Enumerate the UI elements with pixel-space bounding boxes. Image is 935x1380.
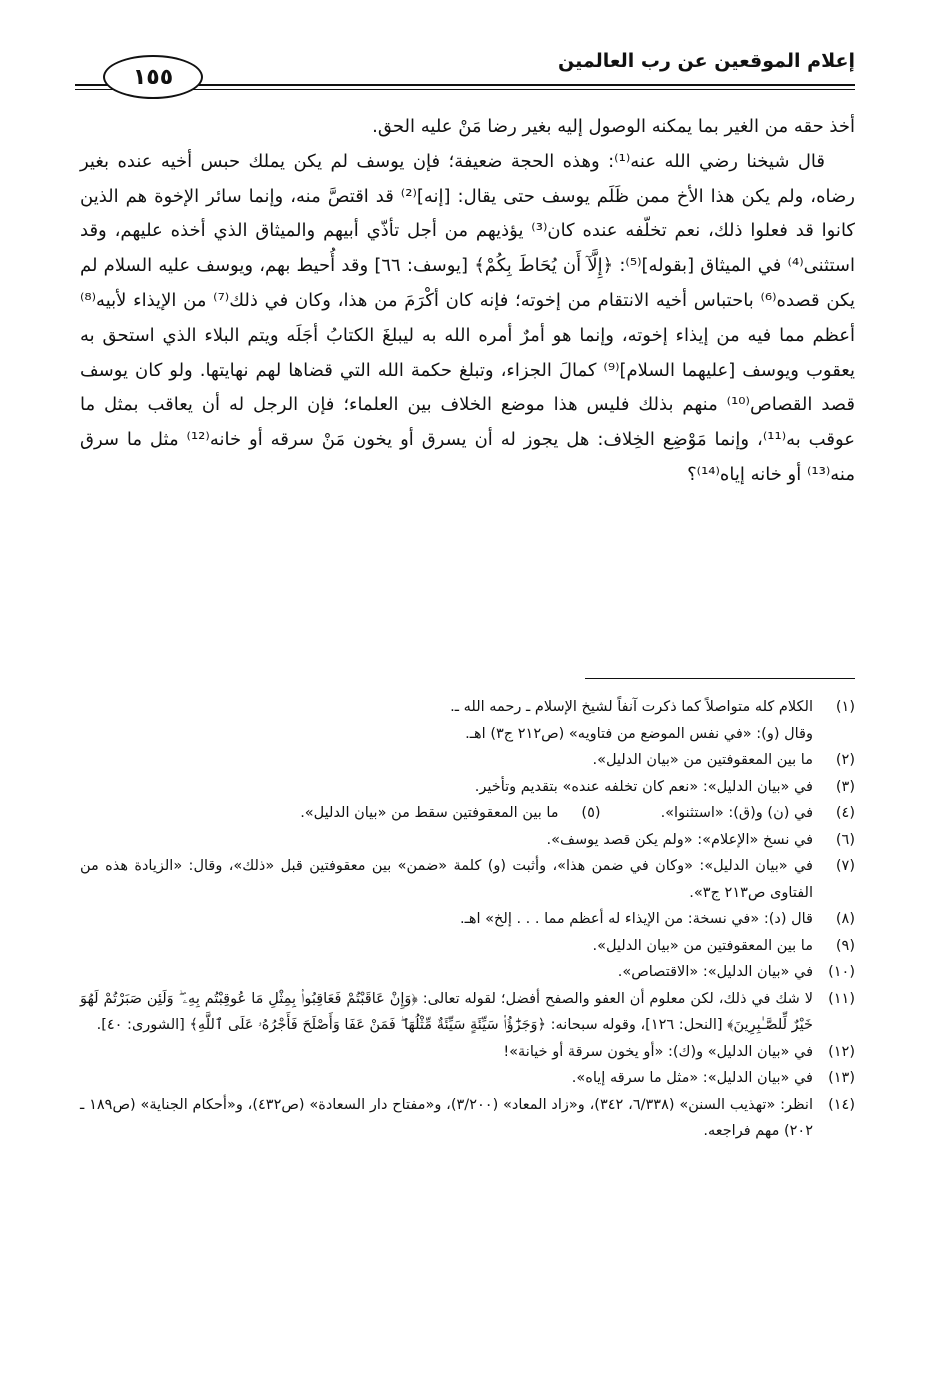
footnotes (80, 694, 855, 1145)
footnote-text: ما بين المعقوفتين سقط من «بيان الدليل». (300, 805, 559, 821)
footnote-text: في نسخ «الإعلام»: «ولم يكن قصد يوسف». (546, 831, 813, 848)
footnote-number: (٤) (835, 805, 855, 821)
footnote-13 (80, 1065, 855, 1092)
footnote-text: في «بيان الدليل» و(ك): «أو يخون سرقة أو خيانة»! (503, 1043, 813, 1060)
footnote-text: في «بيان الدليل»: «وكان في ضمن هذا»، وأثبت (و) كلمة «ضمن» بين معقوفتين قبل «ذلك»، وقال: «الزيادة هذه من الفتاوى ص٢١٣ ج٣». (80, 858, 813, 901)
footnote-text: ما بين المعقوفتين من «بيان الدليل». (592, 752, 813, 768)
footnote-number: (٦) (835, 831, 855, 848)
footnote-12 (80, 1039, 855, 1066)
footnote-number: (١٠) (828, 964, 855, 980)
footnote-4 (661, 800, 855, 827)
footnote-4-5 (80, 800, 855, 827)
footnote-text: في «بيان الدليل»: «مثل ما سرقه إياه». (571, 1070, 813, 1086)
paragraph-1: أخذ حقه من الغير بما يمكنه الوصول إليه بغير رضا مَنْ عليه الحق. (372, 116, 855, 137)
footnote-5 (300, 800, 600, 827)
page-number-badge (103, 55, 203, 99)
footnote-14 (80, 1092, 855, 1145)
footnote-1 (80, 694, 855, 721)
footnote-number: (١١) (828, 990, 855, 1007)
footnote-text: في (ن) و(ق): «استثنوا». (660, 805, 813, 821)
footnote-number: (١٣) (828, 1070, 855, 1086)
footnote-7 (80, 853, 855, 906)
footnote-text: في «بيان الدليل»: «نعم كان تخلفه عنده» بتقديم وتأخير. (474, 778, 813, 795)
footnote-separator (585, 678, 855, 679)
footnote-text: لا شك في ذلك، لكن معلوم أن العفو والصفح أفضل؛ لقوله تعالى: ﴿وَإِنْ عَاقَبْتُمْ فَعَاقِبُوا۟ بِمِثْلِ مَا عُوقِبْتُم بِهِۦ ۖ وَلَئِن صَبَرْتُمْ لَهُوَ خَيْرٌ لِّلصَّـٰبِرِينَ﴾ [النحل: ١٢٦]، وقوله سبحانه: ﴿وَجَزَٰٓؤُا۟ سَيِّئَةٍ سَيِّئَةٌ مِّثْلُهَا ۖ فَمَنْ عَفَا وَأَصْلَحَ فَأَجْرُهُۥ عَلَى ٱللَّهِ﴾ [الشورى: ٤٠]. (80, 990, 813, 1033)
footnote-text: انظر: «تهذيب السنن» (٦/٣٣٨، ٣٤٢)، و«زاد المعاد» (٣/٢٠٠)، و«مفتاح دار السعادة» (ص٤٣٢)، و«أحكام الجناية» (ص١٨٩ ـ ٢٠٢) مهم فراجعه. (80, 1096, 813, 1139)
footnote-number: (٨) (835, 911, 855, 927)
footnote-number: (٣) (835, 778, 855, 795)
footnote-2 (80, 747, 855, 774)
paragraph-2: قال شيخنا رضي الله عنه⁽¹⁾: وهذه الحجة ضعيفة؛ فإن يوسف لم يكن يملك حبس أخيه عنده بغير رضاه، ولم يكن هذا الأخ ممن ظَلَم يوسف حتى يقال: [إنه]⁽²⁾ قد اقتصَّ منه، وإنما سائر الإخوة هم الذين كانوا قد فعلوا ذلك، نعم تخلّفه عنده كان⁽³⁾ يؤذيهم من أجل تأذّي أبيهم والميثاق الذي أخذه عليهم، وقد استثنى⁽⁴⁾ في الميثاق [بقوله]⁽⁵⁾: ﴿إِلَّآ أَن يُحَاطَ بِكُمْ﴾ [يوسف: ٦٦] وقد أُحيط بهم، ويوسف عليه السلام لم يكن قصده⁽⁶⁾ باحتباس أخيه الانتقام من إخوته؛ فإنه كان أكْرَمَ من هذا، وكان في ذلك⁽⁷⁾ من الإيذاء لأبيه⁽⁸⁾ أعظم مما فيه من إيذاء إخوته، وإنما هو أمرٌ أمره الله به ليبلغَ الكتابُ أجَلَه ويتم البلاء الذي استحق به يعقوب ويوسف [عليهما السلام]⁽⁹⁾ كمالَ الجزاء، وتبلغ حكمة الله التي قضاها لهم نهايتها. ولو كان يوسف قصد القصاص⁽¹⁰⁾ منهم بذلك فليس هذا موضع الخلاف بين العلماء؛ فإن الرجل له أن يعاقب بمثل ما عوقب به⁽¹¹⁾، وإنما مَوْضِع الخِلاف: هل يجوز له أن يسرق أو يخون مَنْ سرقه أو خانه⁽¹²⁾ مثل ما سرق منه⁽¹³⁾ أو خانه إياه⁽¹⁴⁾؟ (80, 150, 856, 485)
running-title: إعلام الموقعين عن رب العالمين (558, 50, 855, 72)
footnote-number: (٧) (835, 858, 855, 874)
footnote-text: في «بيان الدليل»: «الاقتصاص». (617, 964, 813, 980)
footnote-number: (١) (835, 699, 855, 715)
footnote-number: (٩) (835, 937, 855, 954)
footnote-1-continued (80, 721, 855, 748)
footnote-6 (80, 827, 855, 854)
page-number: ١٥٥ (132, 64, 174, 90)
footnote-number: (١٢) (828, 1043, 855, 1060)
footnote-3 (80, 774, 855, 801)
footnote-number: (٢) (835, 752, 855, 768)
main-text (80, 110, 855, 493)
footnote-text: الكلام كله متواصلاً كما ذكرت آنفاً لشيخ الإسلام ـ رحمه الله ـ. (450, 699, 813, 715)
footnote-number: (١٤) (828, 1096, 855, 1113)
footnote-number (813, 721, 855, 748)
footnote-10 (80, 959, 855, 986)
footnote-11 (80, 986, 855, 1039)
page-header (75, 50, 855, 90)
footnote-text: وقال (و): «في نفس الموضع من فتاويه» (ص٢١٢ ج٣) اهـ. (465, 725, 813, 742)
footnote-text: قال (د): «في نسخة: من الإيذاء له أعظم مما . . . إلخ» اهـ. (460, 911, 813, 927)
footnote-text: ما بين المعقوفتين من «بيان الدليل». (592, 937, 813, 954)
footnote-8 (80, 906, 855, 933)
footnote-number: (٥) (581, 805, 601, 821)
footnote-9 (80, 933, 855, 960)
